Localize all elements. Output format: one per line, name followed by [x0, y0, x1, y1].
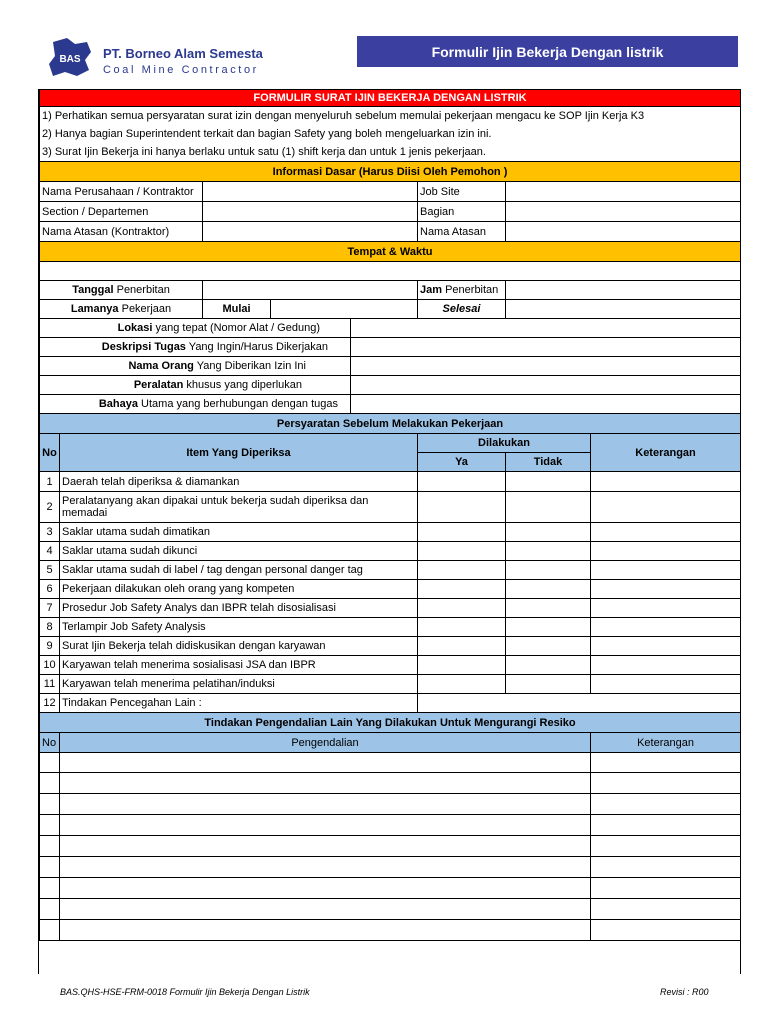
lokasi-field[interactable] — [351, 319, 741, 338]
deskripsi-field[interactable] — [351, 338, 741, 357]
logo-text: BAS — [59, 54, 81, 65]
label-deskripsi: Deskripsi Tugas Yang Ingin/Harus Dikerjakan — [40, 338, 351, 357]
label-company: Nama Perusahaan / Kontraktor — [40, 182, 203, 202]
label-jam: Jam Penerbitan — [418, 281, 506, 300]
company-tagline: Coal Mine Contractor — [103, 64, 259, 76]
req-no: 12 — [40, 694, 60, 713]
req-yes-cell[interactable] — [418, 599, 506, 618]
req-item: Terlampir Job Safety Analysis — [60, 618, 418, 637]
other-precaution-field[interactable] — [418, 694, 741, 713]
mulai-field[interactable] — [271, 300, 418, 319]
label-peralatan: Peralatan khusus yang diperlukan — [40, 376, 351, 395]
ctrl-no-cell[interactable] — [40, 773, 60, 794]
label-supervisor: Nama Atasan (Kontraktor) — [40, 222, 203, 242]
req-no-cell[interactable] — [506, 656, 591, 675]
req-note-cell[interactable] — [591, 656, 741, 675]
label-section: Section / Departemen — [40, 202, 203, 222]
req-yes-cell[interactable] — [418, 656, 506, 675]
req-item: Karyawan telah menerima sosialisasi JSA dan IBPR — [60, 656, 418, 675]
req-no: 4 — [40, 542, 60, 561]
req-yes-cell[interactable] — [418, 637, 506, 656]
req-item: Karyawan telah menerima pelatihan/induksi — [60, 675, 418, 694]
req-yes-cell[interactable] — [418, 542, 506, 561]
ctrl-note-cell[interactable] — [591, 836, 741, 857]
ctrl-note-cell[interactable] — [591, 753, 741, 773]
ctrl-no-cell[interactable] — [40, 815, 60, 836]
req-no: 5 — [40, 561, 60, 580]
req-item: Peralatanyang akan dipakai untuk bekerja sudah diperiksa dan memadai — [60, 492, 418, 523]
job-site-field[interactable] — [506, 182, 741, 202]
ctrl-cell[interactable] — [60, 753, 591, 773]
page-header — [0, 0, 768, 88]
req-no-cell[interactable] — [506, 675, 591, 694]
col-no-header: No — [40, 434, 60, 472]
label-selesai: Selesai — [418, 300, 506, 319]
ctrl-no-cell[interactable] — [40, 920, 60, 941]
ctrl-no-cell[interactable] — [40, 857, 60, 878]
req-no: 2 — [40, 492, 60, 523]
ctrl-note-cell[interactable] — [591, 815, 741, 836]
ctrl-note-cell[interactable] — [591, 794, 741, 815]
req-item: Tindakan Pencegahan Lain : — [60, 694, 418, 713]
ctrl-col-pengendalian: Pengendalian — [60, 733, 591, 753]
revision-label: Revisi : R00 — [660, 987, 709, 997]
tanggal-field[interactable] — [203, 281, 418, 300]
jam-field[interactable] — [506, 281, 741, 300]
req-note-cell[interactable] — [591, 675, 741, 694]
permit-form — [38, 89, 741, 974]
ctrl-note-cell[interactable] — [591, 920, 741, 941]
form-table — [39, 89, 741, 941]
ctrl-col-keterangan: Keterangan — [591, 733, 741, 753]
req-no-cell[interactable] — [506, 637, 591, 656]
control-section-title: Tindakan Pengendalian Lain Yang Dilakukan Untuk Mengurangi Resiko — [40, 713, 741, 733]
company-logo-icon — [45, 36, 95, 78]
ctrl-cell[interactable] — [60, 899, 591, 920]
ctrl-no-cell[interactable] — [40, 794, 60, 815]
ctrl-cell[interactable] — [60, 794, 591, 815]
info-section-title: Informasi Dasar (Harus Diisi Oleh Pemohon ) — [40, 162, 741, 182]
req-no-cell[interactable] — [506, 523, 591, 542]
nama-atasan-field[interactable] — [506, 222, 741, 242]
label-bagian: Bagian — [418, 202, 506, 222]
ctrl-note-cell[interactable] — [591, 857, 741, 878]
requirements-section-title: Persyaratan Sebelum Melakukan Pekerjaan — [40, 414, 741, 434]
req-no: 8 — [40, 618, 60, 637]
req-no-cell[interactable] — [506, 492, 591, 523]
section-field[interactable] — [203, 202, 418, 222]
peralatan-field[interactable] — [351, 376, 741, 395]
document-title: Formulir Ijin Bekerja Dengan listrik — [357, 36, 738, 67]
document-code: BAS.QHS-HSE-FRM-0018 Formulir Ijin Bekerja Dengan Listrik — [60, 987, 310, 997]
ctrl-note-cell[interactable] — [591, 899, 741, 920]
ctrl-no-cell[interactable] — [40, 753, 60, 773]
req-note-cell[interactable] — [591, 637, 741, 656]
company-field[interactable] — [203, 182, 418, 202]
req-item: Prosedur Job Safety Analys dan IBPR telah disosialisasi — [60, 599, 418, 618]
ctrl-note-cell[interactable] — [591, 773, 741, 794]
req-no: 9 — [40, 637, 60, 656]
note-3: 3) Surat Ijin Bekerja ini hanya berlaku untuk satu (1) shift kerja dan untuk 1 jenis pekerjaan. — [40, 143, 741, 162]
ctrl-no-cell[interactable] — [40, 878, 60, 899]
req-no-cell[interactable] — [506, 580, 591, 599]
note-1: 1) Perhatikan semua persyaratan surat izin dengan menyeluruh sebelum memulai pekerjaan mengacu ke SOP Ijin Kerja K3 — [40, 107, 741, 126]
ctrl-col-no: No — [40, 733, 60, 753]
req-note-cell[interactable] — [591, 561, 741, 580]
place-section-title: Tempat & Waktu — [40, 242, 741, 262]
blank-row — [40, 262, 741, 281]
req-no-cell[interactable] — [506, 618, 591, 637]
ctrl-note-cell[interactable] — [591, 878, 741, 899]
note-2: 2) Hanya bagian Superintendent terkait dan bagian Safety yang boleh mengeluarkan izin ini. — [40, 125, 741, 143]
req-item: Daerah telah diperiksa & diamankan — [60, 472, 418, 492]
req-yes-cell[interactable] — [418, 675, 506, 694]
ctrl-no-cell[interactable] — [40, 836, 60, 857]
req-item: Surat Ijin Bekerja telah didiskusikan dengan karyawan — [60, 637, 418, 656]
label-nama-orang: Nama Orang Yang Diberikan Izin Ini — [40, 357, 351, 376]
req-no: 1 — [40, 472, 60, 492]
ctrl-cell[interactable] — [60, 815, 591, 836]
label-nama-atasan: Nama Atasan — [418, 222, 506, 242]
req-yes-cell[interactable] — [418, 472, 506, 492]
label-job-site: Job Site — [418, 182, 506, 202]
req-no-cell[interactable] — [506, 542, 591, 561]
nama-orang-field[interactable] — [351, 357, 741, 376]
col-note-header: Keterangan — [591, 434, 741, 472]
ctrl-cell[interactable] — [60, 920, 591, 941]
col-yes-header: Ya — [418, 453, 506, 472]
ctrl-cell[interactable] — [60, 857, 591, 878]
req-note-cell[interactable] — [591, 523, 741, 542]
req-no: 11 — [40, 675, 60, 694]
label-lamanya: Lamanya Pekerjaan — [40, 300, 203, 319]
ctrl-cell[interactable] — [60, 773, 591, 794]
label-tanggal: Tanggal Penerbitan — [40, 281, 203, 300]
req-item: Saklar utama sudah dikunci — [60, 542, 418, 561]
req-note-cell[interactable] — [591, 492, 741, 523]
bagian-field[interactable] — [506, 202, 741, 222]
req-note-cell[interactable] — [591, 580, 741, 599]
label-bahaya: Bahaya Utama yang berhubungan dengan tugas — [40, 395, 351, 414]
req-yes-cell[interactable] — [418, 561, 506, 580]
req-no-cell[interactable] — [506, 561, 591, 580]
req-no: 7 — [40, 599, 60, 618]
col-item-header: Item Yang Diperiksa — [60, 434, 418, 472]
ctrl-cell[interactable] — [60, 836, 591, 857]
selesai-field[interactable] — [506, 300, 741, 319]
req-item: Pekerjaan dilakukan oleh orang yang kompeten — [60, 580, 418, 599]
req-no-cell[interactable] — [506, 599, 591, 618]
col-done-header: Dilakukan — [418, 434, 591, 453]
req-no: 6 — [40, 580, 60, 599]
label-lokasi: Lokasi yang tepat (Nomor Alat / Gedung) — [40, 319, 351, 338]
req-no: 10 — [40, 656, 60, 675]
bahaya-field[interactable] — [351, 395, 741, 414]
req-yes-cell[interactable] — [418, 492, 506, 523]
company-name: PT. Borneo Alam Semesta — [103, 46, 263, 61]
req-no-cell[interactable] — [506, 472, 591, 492]
req-yes-cell[interactable] — [418, 580, 506, 599]
ctrl-cell[interactable] — [60, 878, 591, 899]
label-mulai: Mulai — [203, 300, 271, 319]
req-item: Saklar utama sudah di label / tag dengan personal danger tag — [60, 561, 418, 580]
ctrl-no-cell[interactable] — [40, 899, 60, 920]
req-note-cell[interactable] — [591, 472, 741, 492]
req-no: 3 — [40, 523, 60, 542]
req-note-cell[interactable] — [591, 618, 741, 637]
req-note-cell[interactable] — [591, 542, 741, 561]
col-no-done-header: Tidak — [506, 453, 591, 472]
req-item: Saklar utama sudah dimatikan — [60, 523, 418, 542]
req-note-cell[interactable] — [591, 599, 741, 618]
form-main-title: FORMULIR SURAT IJIN BEKERJA DENGAN LISTRIK — [40, 90, 741, 107]
req-yes-cell[interactable] — [418, 523, 506, 542]
supervisor-field[interactable] — [203, 222, 418, 242]
req-yes-cell[interactable] — [418, 618, 506, 637]
